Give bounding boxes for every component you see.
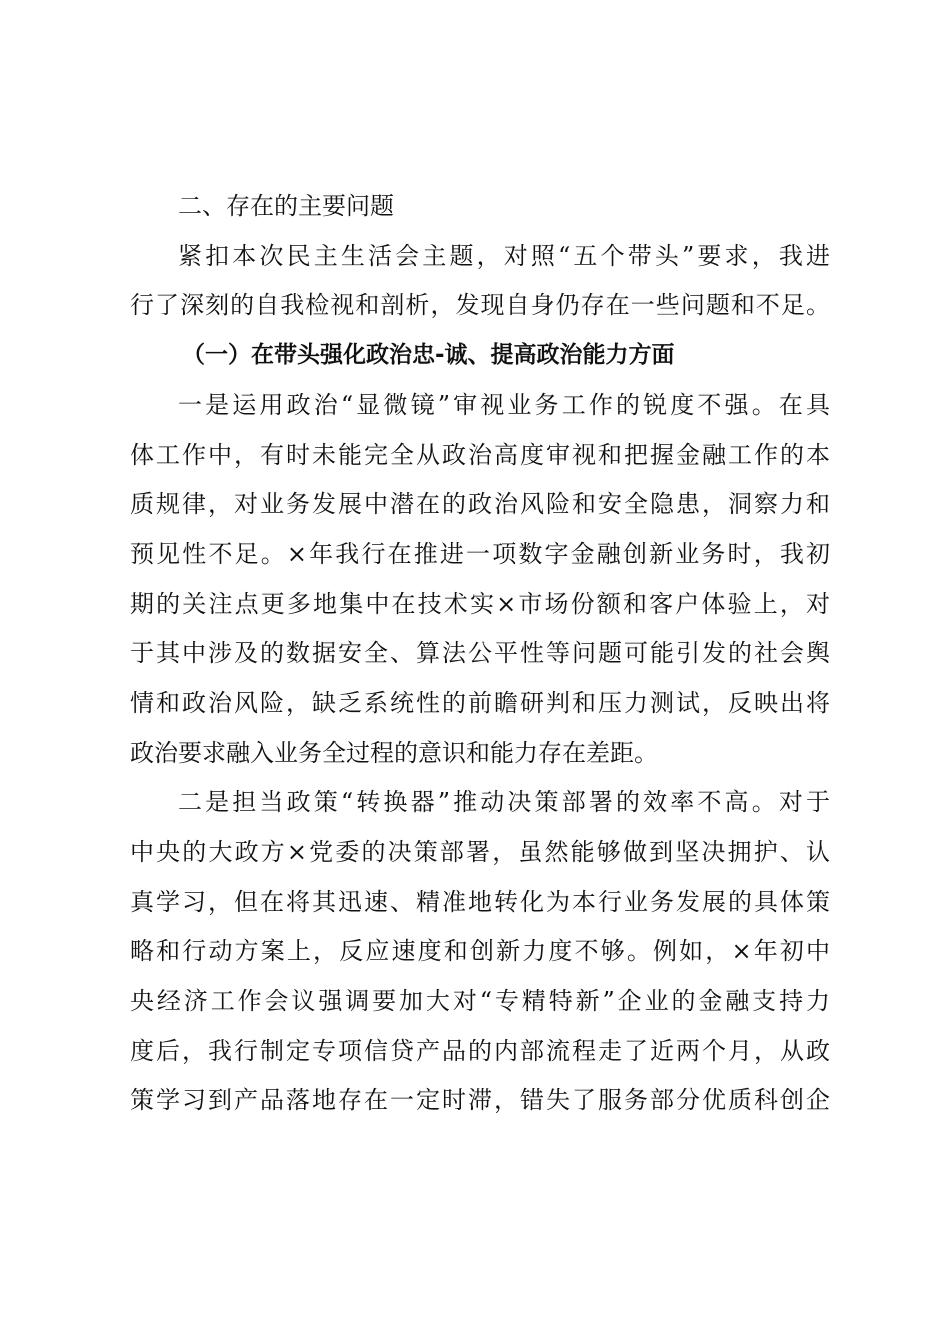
section-heading: 二、存在的主要问题 [178,192,394,220]
paragraph-line: 策学习到产品落地存在一定时滞，错失了服务部分优质科创企 [130,1086,830,1114]
paragraph-line: 一是运用政治“显微镜”审视业务工作的锐度不强。在具 [178,391,830,419]
paragraph-line: 情和政治风险，缺乏系统性的前瞻研判和压力测试，反映出将 [130,689,830,717]
intro-line: 紧扣本次民主生活会主题，对照“五个带头”要求，我进 [178,242,830,270]
paragraph-line: 略和行动方案上，反应速度和创新力度不够。例如，×年初中 [130,937,830,965]
paragraph-line: 质规律，对业务发展中潜在的政治风险和安全隐患，洞察力和 [130,490,830,518]
paragraph-line: 中央的大政方×党委的决策部署，虽然能够做到坚决拥护、认 [130,838,830,866]
paragraph-line: 预见性不足。×年我行在推进一项数字金融创新业务时，我初 [130,540,830,568]
paragraph-line: 于其中涉及的数据安全、算法公平性等问题可能引发的社会舆 [130,639,830,667]
paragraph-line: 真学习，但在将其迅速、精准地转化为本行业务发展的具体策 [130,888,830,916]
paragraph-line: 度后，我行制定专项信贷产品的内部流程走了近两个月，从政 [130,1037,830,1065]
paragraph-line: 期的关注点更多地集中在技术实×市场份额和客户体验上，对 [130,590,830,618]
subsection-heading: （一）在带头强化政治忠-诚、提高政治能力方面 [182,342,675,368]
paragraph-line: 央经济工作会议强调要加大对“专精特新”企业的金融支持力 [130,987,830,1015]
paragraph-line: 体工作中，有时未能完全从政治高度审视和把握金融工作的本 [130,441,830,469]
paragraph-line: 政治要求融入业务全过程的意识和能力存在差距。 [130,739,658,767]
intro-line: 行了深刻的自我检视和剖析，发现自身仍存在一些问题和不足。 [130,291,830,319]
paragraph-line: 二是担当政策“转换器”推动决策部署的效率不高。对于 [178,788,830,816]
